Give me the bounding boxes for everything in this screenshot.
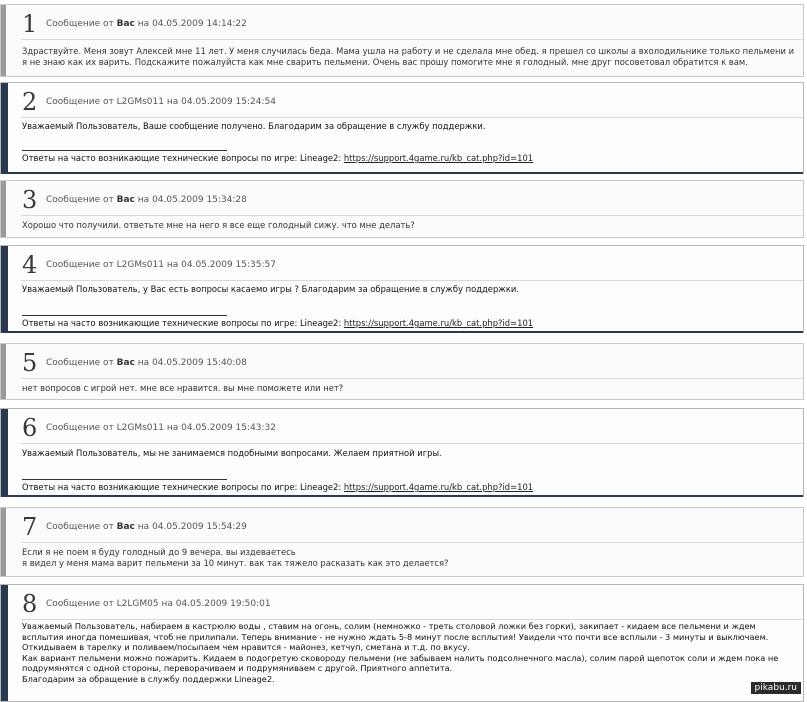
message-datetime: 04.05.2009 15:34:28	[152, 195, 247, 205]
message-author: Вас	[116, 522, 135, 532]
message-bar	[1, 83, 8, 173]
message-meta: Сообщение от L2GMs011 на 04.05.2009 15:43:32	[46, 423, 276, 433]
message-meta: Сообщение от Вас на 04.05.2009 14:14:22	[46, 19, 247, 29]
message-number: 3	[22, 186, 38, 214]
message-4	[0, 245, 804, 333]
message-bar	[1, 246, 8, 332]
message-divider	[21, 117, 803, 118]
faq-link[interactable]: https://support.4game.ru/kb_cat.php?id=101	[343, 153, 534, 163]
message-meta: Сообщение от Вас на 04.05.2009 15:34:28	[46, 195, 247, 205]
watermark: pikabu.ru	[751, 682, 801, 694]
message-divider	[21, 280, 803, 281]
message-text: Здраствуйте. Меня зовут Алексей мне 11 лет. У меня случилась беда. Мама ушла на работу и не сделала мне обед. я прешел со школы а вхолодильнике только пельмени и я не знаю как их варить. Подскажите пожалуйста как мне сварить пельмени. Очень вас прошу помогите мне я голодный. мне друг посоветовал обратится к вам.	[22, 46, 795, 67]
message-datetime: 04.05.2009 15:43:32	[181, 423, 276, 433]
message-7	[0, 507, 804, 577]
message-datetime: 04.05.2009 14:14:22	[152, 19, 247, 29]
message-text: Если я не поем я буду голодный до 9 вечера. вы издеваетесь я видел у меня мама варит пельмени за 10 минут. вак так тяжело расказать как это делается?	[22, 547, 449, 568]
message-text: Уважаемый Пользователь, у Вас есть вопросы касаемо игры ? Благодарим за обращение в службу поддержки.	[22, 284, 519, 294]
message-8	[0, 584, 804, 702]
message-text: Уважаемый Пользователь, набираем в кастрюлю воды , ставим на огонь, солим (немножко - треть столовой ложки без горки), закипает - кидаем все пельмени и ждем всплытия иногда помешивая, чтоб не прилипали. Теперь внимание - не нужно ждать 5-8 минут после всплытия! Увидели что почти все всплыли - 3 минуты и выключаем. Откидываем в тарелку и поливаем/посыпаем чем нравится - майонез, кетчуп, сметана и т.д. по вкусу. Как вариант пельмени можно пожарить. Кидаем в подогретую сковороду пельмени (не забываем налить подсолнечного масла), солим парой щепоток соли и ждем пока не подрумянятся с одной стороны, переворачиваем и подрумяниваем с другой. Приятного аппетита. Благодарим за обращение в службу поддержки Lineage2.	[22, 621, 779, 684]
message-number: 5	[22, 349, 38, 377]
message-datetime: 04.05.2009 15:40:08	[152, 358, 247, 368]
message-divider	[21, 542, 803, 543]
message-text: нет вопросов с игрой нет. мне все нравится. вы мне поможете или нет?	[22, 383, 344, 393]
message-text: Хорошо что получили. ответьте мне на него я все еще голодный сижу. что мне делать?	[22, 220, 415, 230]
message-bar	[1, 508, 6, 576]
message-datetime: 04.05.2009 15:24:54	[181, 97, 276, 107]
message-bar	[1, 5, 6, 76]
message-meta: Сообщение от L2LGM05 на 04.05.2009 19:50:01	[46, 599, 271, 609]
message-datetime: 04.05.2009 15:54:29	[152, 522, 247, 532]
message-meta: Сообщение от L2GMs011 на 04.05.2009 15:24:54	[46, 97, 276, 107]
message-author: Вас	[116, 19, 135, 29]
signature-line	[22, 315, 227, 316]
message-text: Уважаемый Пользователь, Ваше сообщение получено. Благодарим за обращение в службу поддержки.	[22, 121, 486, 131]
message-divider	[21, 39, 803, 40]
message-meta: Сообщение от Вас на 04.05.2009 15:40:08	[46, 358, 247, 368]
message-author: L2GMs011	[116, 260, 164, 270]
message-3	[0, 180, 804, 238]
message-author: Вас	[116, 358, 135, 368]
message-number: 1	[22, 10, 38, 38]
message-author: Вас	[116, 195, 135, 205]
message-text: Уважаемый Пользователь, мы не занимаемся подобными вопросами. Желаем приятной игры.	[22, 448, 442, 458]
message-1	[0, 4, 804, 77]
message-author: L2GMs011	[116, 423, 164, 433]
message-author: L2LGM05	[116, 599, 159, 609]
message-number: 6	[22, 414, 38, 442]
signature: Ответы на часто возникающие технические вопросы по игре: Lineage2: https://support.4game.ru/kb_cat.php?id=101	[22, 318, 534, 328]
message-5	[0, 343, 804, 400]
message-6	[0, 408, 804, 497]
message-number: 4	[22, 251, 38, 279]
faq-link[interactable]: https://support.4game.ru/kb_cat.php?id=101	[343, 318, 534, 328]
message-divider	[21, 619, 803, 620]
message-divider	[21, 443, 803, 444]
signature-line	[22, 150, 227, 151]
signature: Ответы на часто возникающие технические вопросы по игре: Lineage2: https://support.4game.ru/kb_cat.php?id=101	[22, 482, 534, 492]
message-number: 2	[22, 88, 38, 116]
message-bar	[1, 181, 6, 237]
message-meta: Сообщение от Вас на 04.05.2009 15:54:29	[46, 522, 247, 532]
message-2	[0, 82, 804, 174]
message-datetime: 04.05.2009 19:50:01	[175, 599, 271, 609]
faq-link[interactable]: https://support.4game.ru/kb_cat.php?id=101	[343, 482, 534, 492]
message-meta: Сообщение от L2GMs011 на 04.05.2009 15:35:57	[46, 260, 276, 270]
message-datetime: 04.05.2009 15:35:57	[181, 260, 276, 270]
message-number: 8	[22, 590, 38, 618]
message-number: 7	[22, 513, 38, 541]
message-bar	[1, 585, 8, 701]
message-bar	[1, 409, 8, 496]
message-author: L2GMs011	[116, 97, 164, 107]
message-divider	[21, 378, 803, 379]
message-bar	[1, 344, 6, 399]
signature-line	[22, 479, 227, 480]
signature: Ответы на часто возникающие технические вопросы по игре: Lineage2: https://support.4game.ru/kb_cat.php?id=101	[22, 153, 534, 163]
message-divider	[21, 215, 803, 216]
